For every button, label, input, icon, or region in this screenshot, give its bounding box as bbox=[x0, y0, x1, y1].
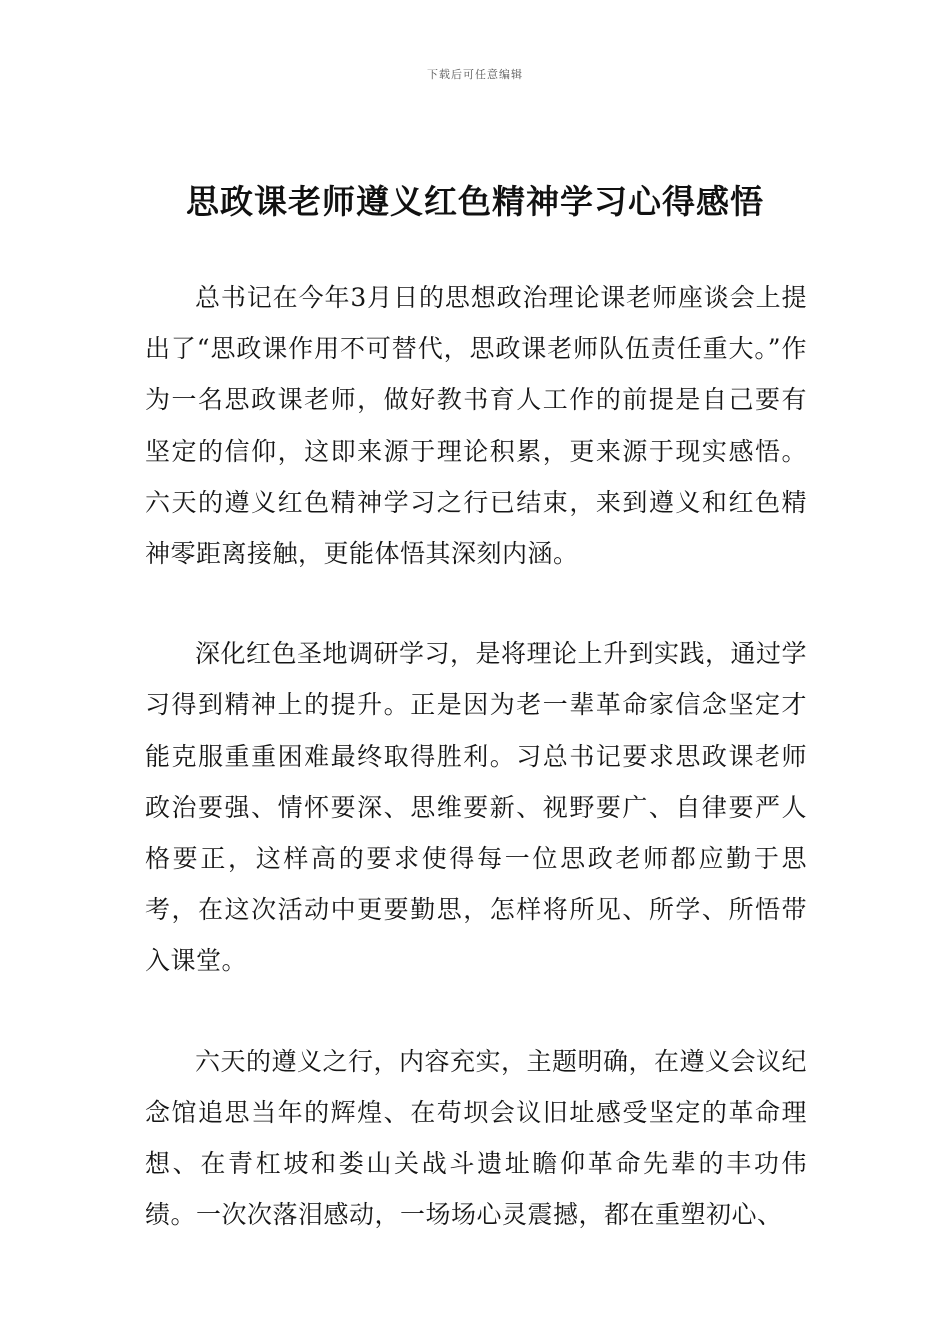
paragraph-2: 深化红色圣地调研学习，是将理论上升到实践，通过学习得到精神上的提升。正是因为老一辈革命家信念坚定才能克服重重困难最终取得胜利。习总书记要求思政课老师政治要强、情怀要深、思维要新、视野要广、自律要严人格要正，这样高的要求使得每一位思政老师都应勤于思考，在这次活动中更要勤思，怎样将所见、所学、所悟带入课堂。 bbox=[145, 639, 808, 976]
document-title: 思政课老师遵义红色精神学习心得感悟 bbox=[186, 182, 764, 221]
paragraph-3: 六天的遵义之行，内容充实，主题明确，在遵义会议纪念馆追思当年的辉煌、在苟坝会议旧址感受坚定的革命理想、在青杠坡和娄山关战斗遗址瞻仰革命先辈的丰功伟绩。一次次落泪感动，一场场心灵震撼，都在重塑初心、 bbox=[145, 1046, 808, 1230]
header-note: 下载后可任意编辑 bbox=[427, 68, 523, 81]
document-body bbox=[145, 272, 807, 1289]
paragraph-1: 总书记在今年3月日的思想政治理论课老师座谈会上提出了“思政课作用不可替代，思政课老师队伍责任重大。”作为一名思政课老师，做好教书育人工作的前提是自己要有坚定的信仰，这即来源于理论积累，更来源于现实感悟。六天的遵义红色精神学习之行已结束，来到遵义和红色精神零距离接触，更能体悟其深刻内涵。 bbox=[145, 283, 807, 569]
